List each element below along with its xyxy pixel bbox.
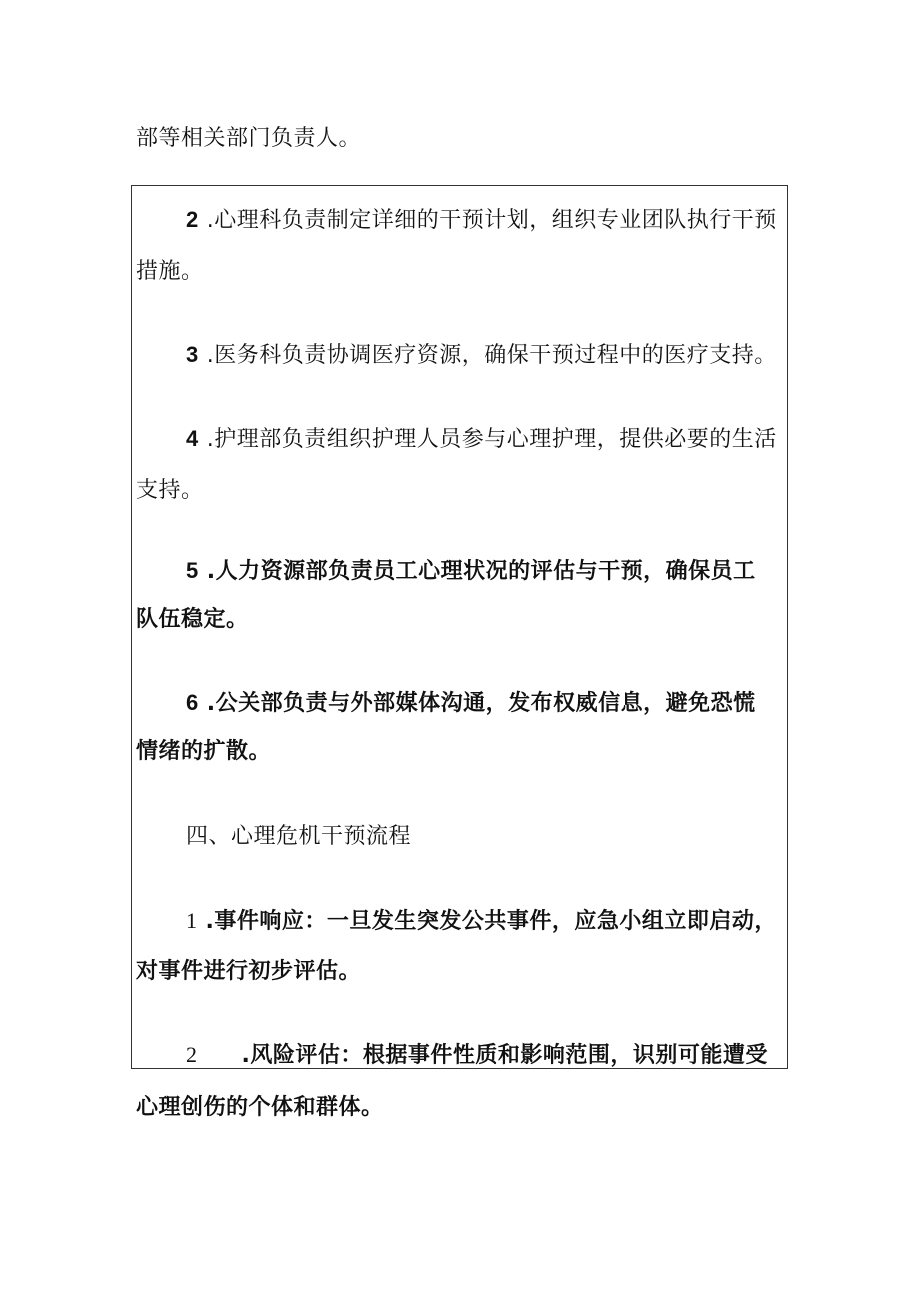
step-1-number: 1 [186, 908, 198, 933]
item-5-number: 5 [186, 558, 199, 583]
item-5-line-2: 队伍稳定。 [136, 607, 249, 632]
step-2-text: .风险评估：根据事件性质和影响范围，识别可能遭受 [241, 1043, 768, 1068]
item-2-number: 2 [186, 207, 199, 232]
item-6-number: 6 [186, 690, 199, 715]
item-2-line-1 [186, 205, 788, 236]
step-2-number: 2 [186, 1042, 198, 1067]
item-5-line-1 [186, 556, 788, 587]
item-3-text: .医务科负责协调医疗资源，确保干预过程中的医疗支持。 [206, 343, 777, 368]
step-2-line-2: 心理创伤的个体和群体。 [136, 1095, 384, 1120]
item-5-text: .人力资源部负责员工心理状况的评估与干预，确保员工 [206, 559, 756, 584]
item-4-line-1 [186, 424, 788, 455]
item-2-line-2: 措施。 [136, 259, 204, 284]
step-1-text: .事件响应：一旦发生突发公共事件，应急小组立即启动， [205, 909, 777, 934]
section-heading: 四、心理危机干预流程 [186, 824, 412, 849]
intro-tail-text: 部等相关部门负责人。 [136, 126, 362, 151]
item-2-text: .心理科负责制定详细的干预计划，组织专业团队执行干预 [206, 208, 777, 233]
item-6-line-2: 情绪的扩散。 [136, 739, 272, 764]
item-6-text: .公关部负责与外部媒体沟通，发布权威信息，避免恐慌 [206, 691, 756, 716]
item-6-line-1 [186, 688, 788, 719]
item-3-line-1 [186, 340, 788, 371]
item-4-number: 4 [186, 426, 199, 451]
step-2-line-1 [186, 1040, 788, 1071]
item-4-line-2: 支持。 [136, 478, 204, 503]
item-4-text: .护理部负责组织护理人员参与心理护理，提供必要的生活 [206, 427, 777, 452]
step-1-line-2: 对事件进行初步评估。 [136, 959, 362, 984]
item-3-number: 3 [186, 342, 199, 367]
step-1-line-1 [186, 906, 788, 937]
